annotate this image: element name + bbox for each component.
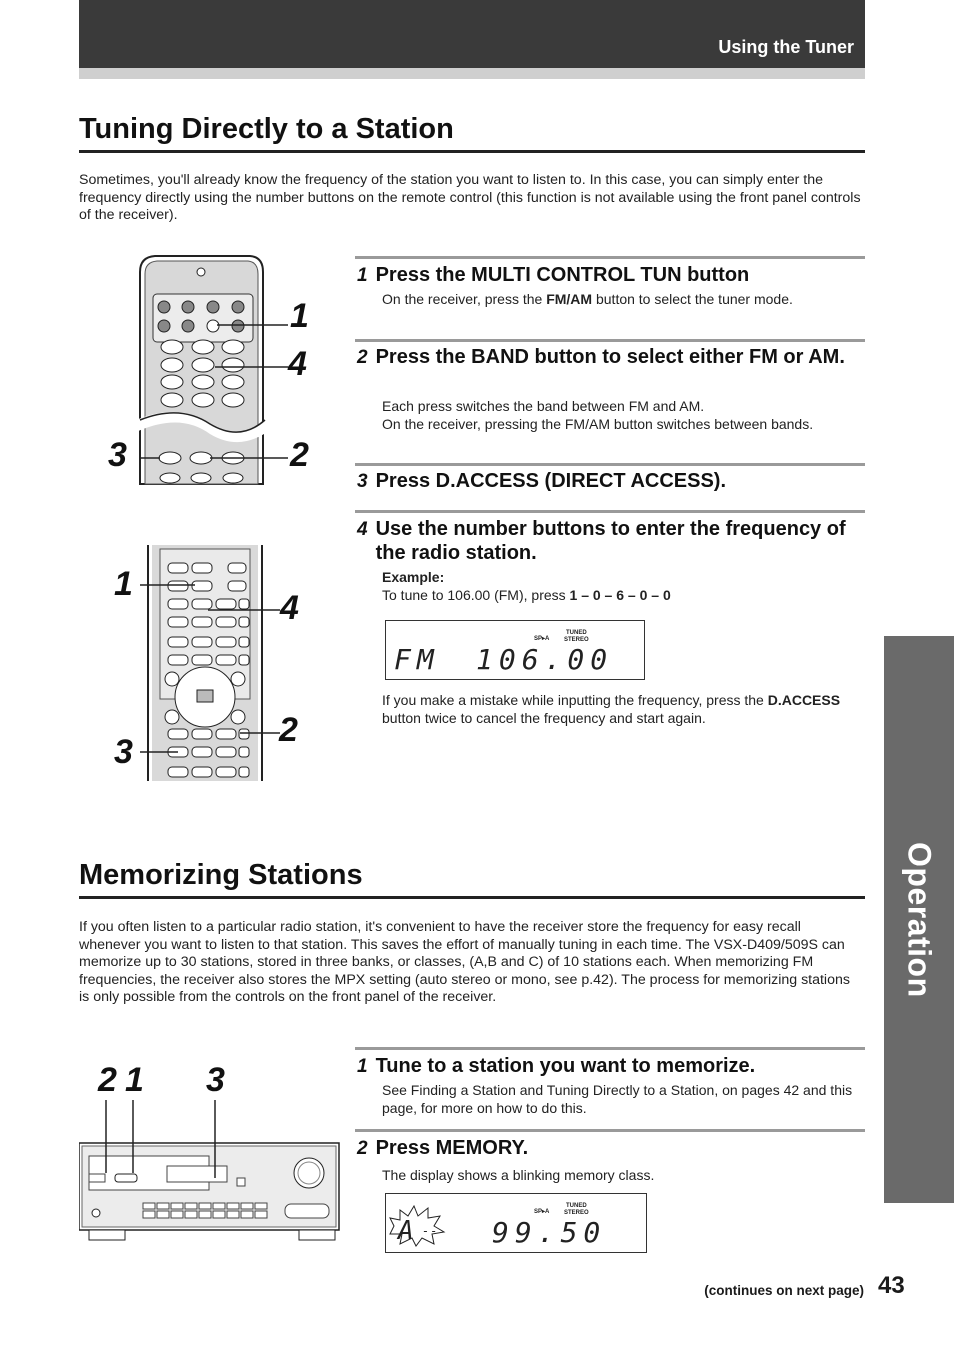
page-number: 43 <box>878 1272 905 1299</box>
step-rule <box>355 339 865 342</box>
memorize-step-2-body: The display shows a blinking memory class. <box>382 1167 655 1183</box>
memorize-step-1-body: See Finding a Station and Tuning Directly to a Station, on pages 42 and this page, for more on how to do this. <box>382 1082 853 1116</box>
step-rule <box>355 256 865 259</box>
frequency-readout: 106.00 <box>476 643 614 676</box>
tuned-stereo-indicator: TUNED STEREO <box>564 630 589 643</box>
step-rule <box>355 1047 865 1050</box>
memorize-step-2-heading <box>357 1136 865 1161</box>
callout-step-4-bottom: 4 <box>280 589 299 627</box>
callout-step-3-bottom: 3 <box>114 733 133 771</box>
speaker-indicator: SP▸A <box>534 636 550 642</box>
step-title: Use the number buttons to enter the frequency of the radio station. <box>375 518 846 564</box>
frequency-readout: 99.50 <box>492 1216 607 1249</box>
callout-step-1-top: 1 <box>290 297 309 335</box>
callout-memorize-1: 1 <box>125 1061 144 1099</box>
step-number: 4 <box>357 519 368 540</box>
section-title-tuning: Tuning Directly to a Station <box>79 113 454 145</box>
callout-step-1-bottom: 1 <box>114 565 133 603</box>
step-number: 3 <box>357 471 368 492</box>
speaker-indicator: SP▸A <box>534 1209 550 1215</box>
step-1-heading <box>357 263 865 288</box>
mistake-note: If you make a mistake while inputting the frequency, press the D.ACCESS button twice to cancel the frequency and start again. <box>382 692 841 726</box>
continues-note: (continues on next page) <box>704 1283 864 1298</box>
callout-memorize-2: 2 <box>98 1061 117 1099</box>
callout-step-2-top: 2 <box>290 436 309 474</box>
title-rule <box>79 896 865 899</box>
step-title: Press the BAND button to select either FM or AM. <box>375 346 845 368</box>
memory-dashes: -- <box>422 1224 439 1238</box>
step-2-body: Each press switches the band between FM and AM. On the receiver, pressing the FM/AM button switches between bands. <box>382 398 814 432</box>
step-number: 1 <box>357 265 368 286</box>
step-title: Press the MULTI CONTROL TUN button <box>375 264 750 286</box>
title-rule <box>79 150 865 153</box>
callout-step-2-bottom: 2 <box>279 711 298 749</box>
section-header: Using the Tuner <box>718 37 854 57</box>
receiver-illustration <box>79 1100 344 1245</box>
callout-memorize-3: 3 <box>206 1061 225 1099</box>
step-rule <box>355 1129 865 1132</box>
tuner-display-fm <box>385 620 645 680</box>
step-number: 2 <box>357 347 368 368</box>
section-title-memorizing: Memorizing Stations <box>79 859 363 891</box>
step-rule <box>355 510 865 513</box>
remote-illustration-top <box>100 252 320 487</box>
step-4-heading <box>357 517 865 565</box>
step-title: Tune to a station you want to memorize. <box>375 1055 756 1077</box>
side-tab-label: Operation <box>901 841 938 998</box>
callout-step-4-top: 4 <box>288 345 307 383</box>
step-rule <box>355 463 865 466</box>
remote-illustration-bottom <box>140 545 280 781</box>
band-readout: FM <box>394 643 440 676</box>
step-2-heading <box>357 345 865 370</box>
step-number: 1 <box>357 1056 368 1077</box>
step-1-body: On the receiver, press the FM/AM button to select the tuner mode. <box>382 291 793 307</box>
memory-class-readout: A <box>398 1216 420 1246</box>
step-number: 2 <box>357 1138 368 1159</box>
header-underline <box>79 68 865 79</box>
step-4-example: Example: To tune to 106.00 (FM), press 1 – 0 – 6 – 0 – 0 <box>382 569 671 603</box>
memorizing-intro: If you often listen to a particular radio station, it's convenient to have the receiver store the frequency for easy recall whenever you want to listen to that station. This saves the effort of manually tuning in each time. The VSX-D409/509S can memorize up to 30 stations, stored in three banks, or classes, (A,B and C) of 10 stations each. When memorizing FM frequencies, the receiver also stores the MPX setting (auto stereo or mono, see p.42). The process for memorizing stations is only possible from the controls on the front panel of the receiver. <box>79 919 850 1005</box>
tuning-intro: Sometimes, you'll already know the frequency of the station you want to listen to. In this case, you can simply enter the frequency directly using the number buttons on the remote control (this function is not available using the front panel controls of the receiver). <box>79 172 861 223</box>
callout-step-3-top: 3 <box>108 436 127 474</box>
step-title: Press D.ACCESS (DIRECT ACCESS). <box>375 470 727 492</box>
tuned-stereo-indicator: TUNED STEREO <box>564 1203 589 1216</box>
step-title: Press MEMORY. <box>375 1137 529 1159</box>
memorize-step-1-heading <box>357 1054 865 1079</box>
step-3-heading <box>357 469 865 494</box>
tuner-display-memory <box>385 1193 647 1253</box>
